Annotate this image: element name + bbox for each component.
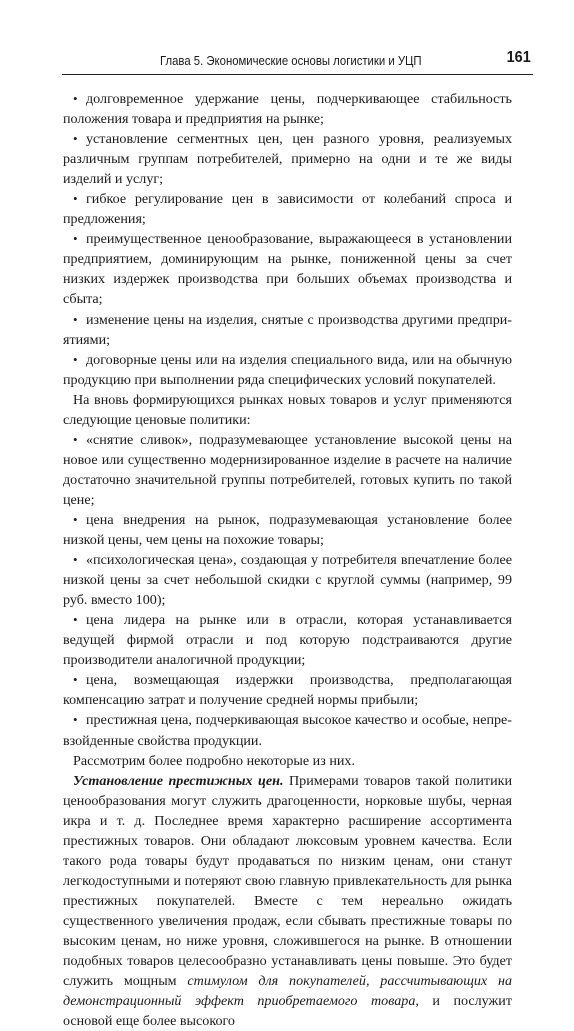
list-item: • установление сегментных цен, цен разного уровня, реализуемых различным группам потребителей, примерно на одни и те же виды изделий и услуг; bbox=[63, 129, 512, 189]
page-body bbox=[63, 89, 512, 1031]
list-item: • преимущественное ценообразование, выражающееся в установлении предприятием, доминирующим на рынке, пониженной цены за счет низких издержек производства при больших объемах производства и сбыта; bbox=[63, 229, 512, 309]
transition-paragraph: Рассмотрим более подробно некоторые из них. bbox=[73, 752, 355, 769]
intro-paragraph: На вновь формирующихся рынках новых товаров и услуг применяются следующие ценовые политики: bbox=[63, 391, 512, 428]
page-number: 161 bbox=[506, 49, 531, 66]
list-item: • цена лидера на рынке или в отрасли, которая устанавливается ведущей фирмой отрасли и под которую подстраиваются другие производители аналогичной продукции; bbox=[63, 610, 512, 670]
bullet-list-2 bbox=[63, 430, 512, 751]
list-item: • «снятие сливок», подразумевающее установление высокой цены на новое или существенно модернизированное изделие в расчете на наличие достаточно значительной группы потребителей, готовых купить по такой цене; bbox=[63, 430, 512, 510]
list-item: • изменение цены на изделия, снятые с производства другими предприятиями; bbox=[63, 310, 512, 350]
running-header bbox=[62, 44, 533, 75]
list-item: • договорные цены или на изделия специального вида, или на обычную продукцию при выполнении ряда специфических условий покупателей. bbox=[63, 350, 512, 390]
prestige-paragraph bbox=[63, 771, 512, 1031]
list-item: • цена, возмещающая издержки производства, предполагающая компенсацию затрат и получение средней нормы прибыли; bbox=[63, 670, 512, 710]
list-item: • гибкое регулирование цен в зависимости от колебаний спроса и предложения; bbox=[63, 189, 512, 229]
prestige-tail: , и послужит основой еще более высокого bbox=[63, 993, 512, 1030]
emphasized-phrase: стимулом для покупателей, рассчитывающих на демонстрационный эффект приобретаемого товара bbox=[63, 973, 513, 1010]
section-term: Установление престижных цен. bbox=[73, 772, 284, 789]
list-item: • престижная цена, подчеркивающая высокое качество и особые, непревзойденные свойства продукции. bbox=[63, 710, 512, 750]
chapter-title: Глава 5. Экономические основы логистики и УЦП bbox=[160, 53, 422, 68]
list-item: • цена внедрения на рынок, подразумевающая установление более низкой цены, чем цены на похожие товары; bbox=[63, 510, 512, 550]
list-item: • «психологическая цена», создающая у потребителя впечатление более низкой цены за счет небольшой скидки с круглой суммы (например, 99 руб. вместо 100); bbox=[63, 550, 512, 610]
list-item: • долговременное удержание цены, подчеркивающее стабильность положения товара и предприятия на рынке; bbox=[63, 89, 512, 129]
prestige-body: Примерами товаров такой политики ценообразования могут служить драгоценности, норковые шубы, черная икра и т. д. Последнее время характерно расширение ассортимента престижных товаров. Они обладают люксовым уровнем качества. Если такого рода товары будут продаваться по низким ценам, они станут легкодоступными и потеряют свою главную привлекательность для рынка престижных покупателей. Вместе с тем нереально ожидать существенного увеличения продаж, если сбывать престижные товары по высоким ценам, но ниже уровня, сложившегося на рынке. В отношении подобных товаров целесообразно устанавливать цены повыше. Это будет служить мощным bbox=[63, 772, 512, 990]
bullet-list-1 bbox=[63, 89, 512, 390]
